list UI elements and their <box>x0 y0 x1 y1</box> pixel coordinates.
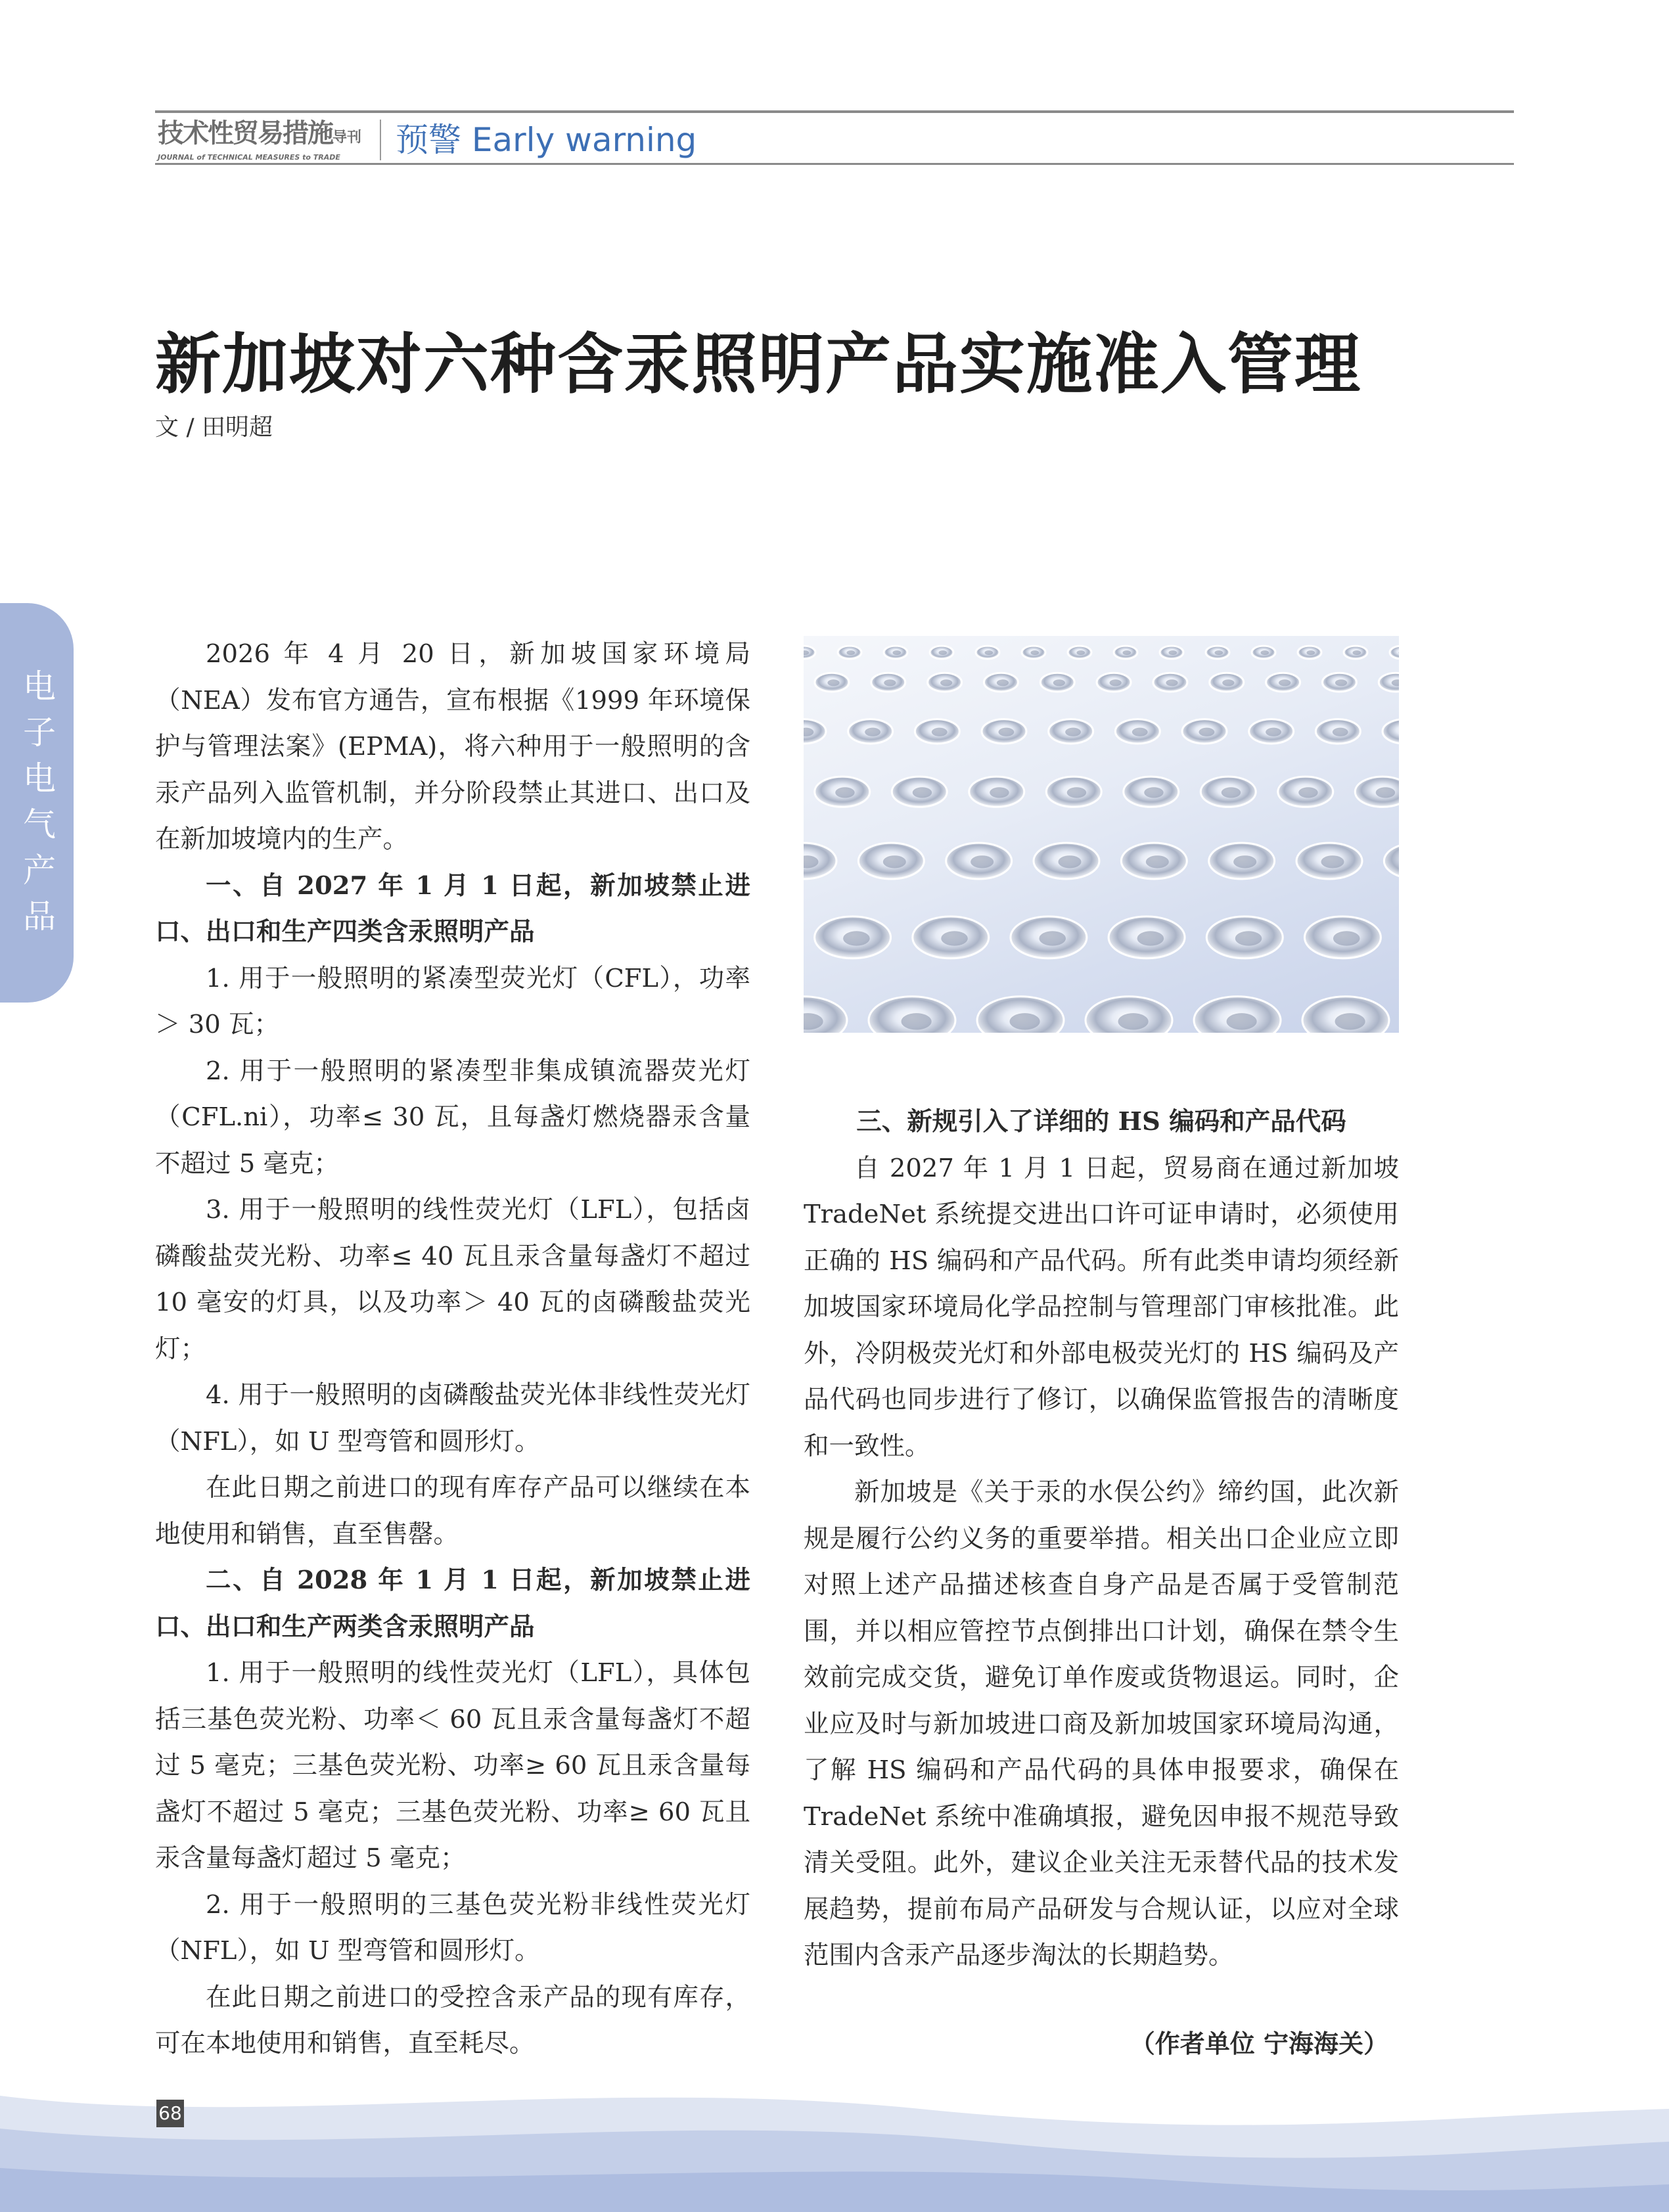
led-chip <box>932 728 948 736</box>
heading-section-1: 一、自 2027 年 1 月 1 日起，新加坡禁止进口、出口和生产四类含汞照明产品 <box>155 870 750 947</box>
led-chip <box>1199 728 1215 736</box>
led-chip <box>843 931 870 945</box>
page-number: 68 <box>156 2100 184 2127</box>
led-chip <box>913 787 932 798</box>
left-column <box>155 631 750 2067</box>
led-chip <box>893 650 902 655</box>
led-chip <box>1227 1013 1257 1029</box>
led-chip <box>1333 728 1348 736</box>
author-affiliation: （作者单位 宁海海关） <box>1130 2029 1388 2058</box>
led-chip <box>1261 650 1269 655</box>
led-chip <box>1353 650 1361 655</box>
led-chip <box>990 787 1009 798</box>
led-chip <box>1215 650 1223 655</box>
led-chip <box>1110 679 1122 686</box>
led-chip <box>1059 855 1082 868</box>
led-chip <box>1279 679 1291 686</box>
led-chip <box>902 1013 932 1029</box>
led-chip <box>1039 931 1066 945</box>
led-chip <box>1123 650 1132 655</box>
article-title: 新加坡对六种含汞照明产品实施准入管理 <box>155 326 1361 403</box>
led-chip <box>865 728 880 736</box>
header-separator <box>380 120 381 160</box>
led-chip <box>1065 728 1081 736</box>
led-chip <box>1132 728 1148 736</box>
paragraph-minamata: 新加坡是《关于汞的水俣公约》缔约国，此次新规是履行公约义务的重要举措。相关出口企业应立即对照上述产品描述核查自身产品是否属于受管制范围，并以相应管控节点倒排出口计划，确保在禁令生效前完成交货，避免订单作废或货物退运。同时，企业应及时与新加坡进口商及新加坡国家环境局沟通，了解 HS 编码和产品代码的具体申报要求，确保在 TradeNet 系统中准确填报，避免因申报不规范导致清关受阻。此外，建议企业关注无汞替代品的技术发展趋势，提前布局产品研发与合规认证，以应对全球范围内含汞产品逐步淘汰的长期趋势。 <box>804 1478 1399 1970</box>
led-chip <box>1166 679 1177 686</box>
list-item: 1. 用于一般照明的紧凑型荧光灯（CFL），功率＞ 30 瓦； <box>155 963 750 1039</box>
led-chip <box>1266 728 1281 736</box>
list-item: 4. 用于一般照明的卤磷酸盐荧光体非线性荧光灯（NFL），如 U 型弯管和圆形灯。 <box>155 1380 750 1456</box>
logo-main-text: 技术性贸易措施 <box>158 118 332 148</box>
led-chip <box>883 855 906 868</box>
led-chip <box>1307 650 1315 655</box>
led-chip <box>1333 931 1360 945</box>
led-chip <box>941 931 968 945</box>
led-chip <box>1376 787 1395 798</box>
led-array-illustration <box>804 636 1399 1033</box>
led-chip <box>835 787 854 798</box>
led-array-photo <box>804 636 1399 1033</box>
led-chip <box>1053 679 1065 686</box>
list-item: 1. 用于一般照明的线性荧光灯（LFL），具体包括三基色荧光粉、功率＜ 60 瓦且汞含量每盏灯不超过 5 毫克；三基色荧光粉、功率≥ 60 瓦且汞含量每盏灯不超过 5 毫克；三基色荧光粉、功率≥ 60 瓦且汞含量每盏灯超过 5 毫克； <box>155 1658 750 1873</box>
section-label: 预警 Early warning <box>396 121 697 159</box>
category-side-tab-label: 电子电气产品 <box>23 667 56 936</box>
led-chip <box>1222 787 1241 798</box>
led-chip <box>1031 650 1040 655</box>
led-chip <box>940 679 952 686</box>
footer-wave <box>0 2069 1669 2212</box>
led-chip <box>1321 855 1344 868</box>
led-chip <box>1335 679 1347 686</box>
paragraph-note-1: 在此日期之前进口的现有库存产品可以继续在本地使用和销售，直至售罄。 <box>155 1473 750 1549</box>
led-chip <box>939 650 948 655</box>
led-chip <box>1235 931 1262 945</box>
led-chip <box>1137 931 1164 945</box>
led-chip <box>971 855 994 868</box>
led-chip <box>884 679 896 686</box>
logo-subtitle: JOURNAL of TECHNICAL MEASURES to TRADE <box>158 153 340 162</box>
led-chip <box>1222 679 1234 686</box>
led-lens <box>1383 719 1399 744</box>
led-chip <box>1118 1013 1149 1029</box>
logo-suffix-text: 导刊 <box>332 129 362 146</box>
led-chip <box>999 728 1015 736</box>
led-chip <box>847 650 856 655</box>
led-chip <box>1146 855 1169 868</box>
led-chip <box>1233 855 1256 868</box>
led-chip <box>1298 787 1317 798</box>
led-chip <box>985 650 994 655</box>
led-chip <box>1169 650 1177 655</box>
led-chip <box>1077 650 1086 655</box>
paragraph-hs-codes: 自 2027 年 1 月 1 日起，贸易商在通过新加坡 TradeNet 系统提交进出口许可证申请时，必须使用正确的 HS 编码和产品代码。所有此类申请均须经新加坡国家环境局化学品控制与管理部门审核批准。此外，冷阴极荧光灯和外部电极荧光灯的 HS 编码及产品代码也同步进行了修订，以确保监管报告的清晰度和一致性。 <box>804 1153 1399 1461</box>
led-chip <box>1010 1013 1040 1029</box>
led-chip <box>827 679 839 686</box>
heading-section-2: 二、自 2028 年 1 月 1 日起，新加坡禁止进口、出口和生产两类含汞照明产品 <box>155 1566 750 1642</box>
paragraph-note-2: 在此日期之前进口的受控含汞产品的现有库存，可在本地使用和销售，直至耗尽。 <box>155 1982 750 2058</box>
paragraph-intro: 2026 年 4 月 20 日，新加坡国家环境局（NEA）发布官方通告，宣布根据《1999 年环境保护与管理法案》(EPMA)，将六种用于一般照明的含汞产品列入监管机制，并分阶段禁止其进口、出口及在新加坡境内的生产。 <box>155 639 750 854</box>
header-rule-top <box>155 110 1514 113</box>
led-lens <box>1390 646 1399 659</box>
list-item: 2. 用于一般照明的三基色荧光粉非线性荧光灯（NFL），如 U 型弯管和圆形灯。 <box>155 1889 750 1966</box>
led-chip <box>997 679 1009 686</box>
list-item: 3. 用于一般照明的线性荧光灯（LFL），包括卤磷酸盐荧光粉、功率≤ 40 瓦且汞含量每盏灯不超过 10 毫安的灯具，以及功率＞ 40 瓦的卤磷酸盐荧光灯； <box>155 1195 750 1364</box>
led-lens <box>1384 843 1399 879</box>
journal-logo <box>158 118 375 163</box>
led-chip <box>1335 1013 1365 1029</box>
list-item: 2. 用于一般照明的紧凑型非集成镇流器荧光灯（CFL.ni），功率≤ 30 瓦，且每盏灯燃烧器汞含量不超过 5 毫克； <box>155 1056 750 1179</box>
article-byline: 文 / 田明超 <box>155 414 273 441</box>
heading-section-3: 三、新规引入了详细的 HS 编码和产品代码 <box>856 1107 1346 1137</box>
led-chip <box>1067 787 1086 798</box>
led-chip <box>1144 787 1163 798</box>
right-column <box>804 1099 1399 1979</box>
header-rule-bottom <box>155 163 1514 165</box>
